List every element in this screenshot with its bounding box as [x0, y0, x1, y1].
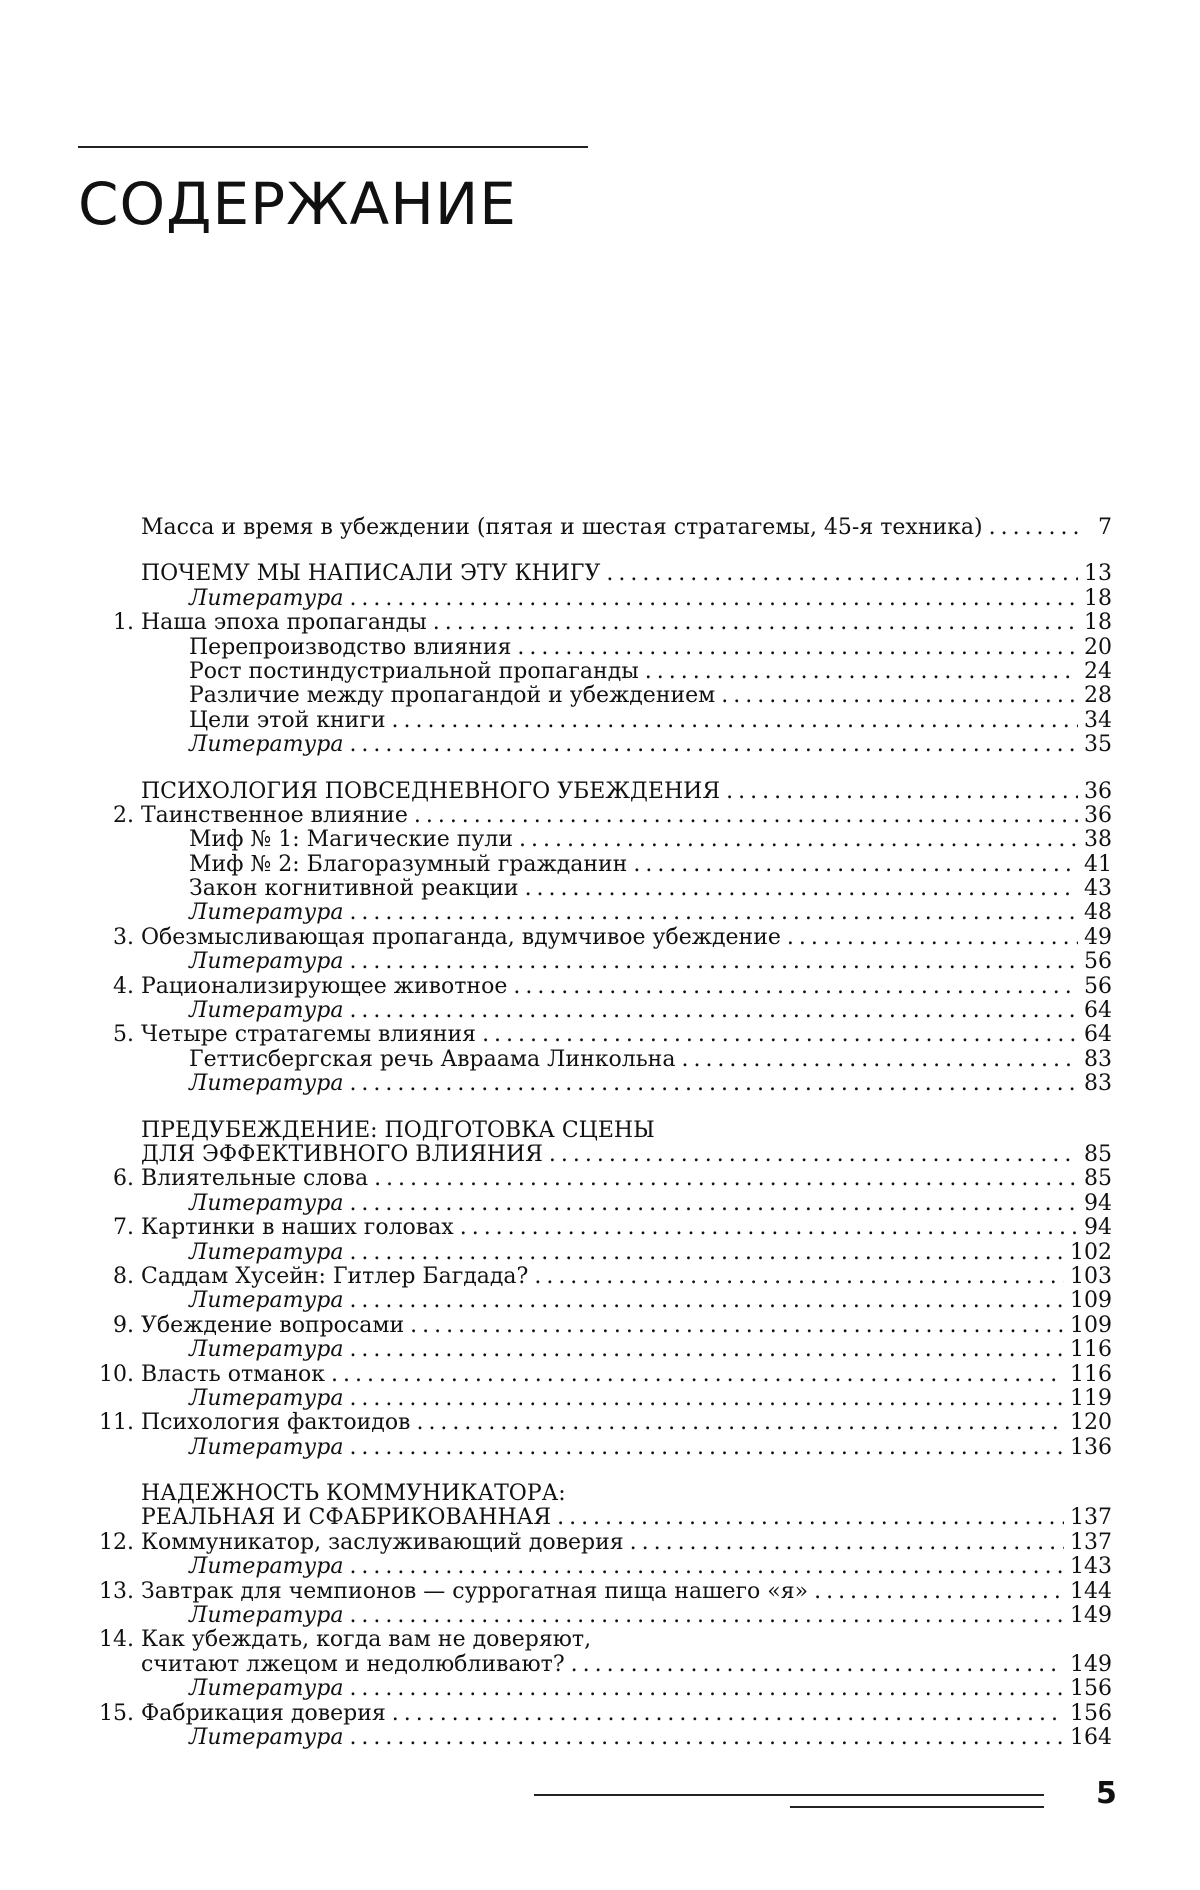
toc-entry-title: Литература: [189, 1288, 344, 1314]
toc-literature-entry: [78, 1726, 1112, 1750]
toc-page-number: 120: [1070, 1410, 1112, 1436]
toc-chapter-number: 3.: [113, 924, 134, 950]
toc-page-number: 85: [1084, 1141, 1112, 1167]
toc-entry-title: Литература: [189, 732, 344, 758]
dot-leader: [349, 1072, 1078, 1096]
dot-leader: [349, 1726, 1064, 1750]
toc-entry: [78, 660, 1112, 684]
toc-page-number: 20: [1084, 634, 1112, 660]
toc-literature-entry: [78, 733, 1112, 757]
toc-entry-title: Коммуникатор, заслуживающий доверия: [141, 1529, 624, 1555]
toc-entry: [78, 1023, 1112, 1047]
dot-leader: [517, 636, 1078, 660]
toc-entry: [78, 1216, 1112, 1240]
toc-page-number: 56: [1084, 973, 1112, 999]
toc-chapter-number: 5.: [113, 1022, 134, 1048]
toc-entry-title: Наша эпоха пропаганды: [141, 610, 427, 636]
dot-leader: [681, 1048, 1078, 1072]
toc-page-number: 41: [1084, 851, 1112, 877]
dot-leader: [416, 1411, 1064, 1435]
toc-entry: [78, 853, 1112, 877]
toc-entry-title: Цели этой книги: [189, 707, 386, 733]
dot-leader: [726, 780, 1078, 804]
dot-leader: [349, 1555, 1064, 1579]
dot-leader: [349, 1387, 1064, 1411]
toc-page-number: 64: [1084, 998, 1112, 1024]
bottom-rule: [534, 1794, 1044, 1796]
toc-page-number: 36: [1084, 778, 1112, 804]
toc-chapter-number: 11.: [99, 1410, 134, 1436]
toc-chapter-number: 7.: [113, 1215, 134, 1241]
dot-leader: [525, 877, 1078, 901]
dot-leader: [410, 1314, 1064, 1338]
toc-entry-title: Картинки в наших головах: [141, 1215, 454, 1241]
toc-entry-title: Литература: [189, 1554, 344, 1580]
toc-entry: [78, 1702, 1112, 1726]
toc-page-number: 109: [1070, 1288, 1112, 1314]
toc-literature-entry: [78, 950, 1112, 974]
section-gap: [78, 1460, 1112, 1482]
toc-literature-entry: [78, 1387, 1112, 1411]
toc-entry: [78, 975, 1112, 999]
toc-part-heading: [78, 1506, 1112, 1530]
dot-leader: [557, 1506, 1064, 1530]
toc-entry: [78, 1411, 1112, 1435]
dot-leader: [349, 1241, 1064, 1265]
toc-page-number: 116: [1070, 1361, 1112, 1387]
toc-entry-title: Власть отманок: [141, 1361, 326, 1387]
dot-leader: [645, 660, 1078, 684]
toc-entry-title: Миф № 2: Благоразумный гражданин: [189, 851, 628, 877]
dot-leader: [606, 562, 1078, 586]
toc-literature-entry: [78, 901, 1112, 925]
toc-literature-entry: [78, 1072, 1112, 1096]
toc-page-number: 34: [1084, 707, 1112, 733]
bottom-rule-short: [790, 1806, 1044, 1808]
toc-entry-title: ДЛЯ ЭФФЕКТИВНОГО ВЛИЯНИЯ: [141, 1141, 543, 1167]
dot-leader: [482, 1023, 1078, 1047]
dot-leader: [349, 950, 1078, 974]
top-rule: [78, 146, 588, 148]
toc-literature-entry: [78, 1289, 1112, 1313]
toc-page-number: 83: [1084, 1046, 1112, 1072]
toc-entry-title: Литература: [189, 1071, 344, 1097]
toc-chapter-number: 6.: [113, 1166, 134, 1192]
toc-page-number: 18: [1084, 585, 1112, 611]
toc-entry-title: Фабрикация доверия: [141, 1700, 386, 1726]
dot-leader: [349, 1436, 1064, 1460]
toc-entry-title: Как убеждать, когда вам не доверяют,: [141, 1627, 592, 1653]
toc-entry: [78, 926, 1112, 950]
toc-entry-title: Миф № 1: Магические пули: [189, 827, 514, 853]
toc-chapter-number: 14.: [99, 1627, 134, 1653]
toc-page-number: 143: [1070, 1554, 1112, 1580]
toc-entry-title: Психология фактоидов: [141, 1410, 411, 1436]
toc-entry: [78, 1048, 1112, 1072]
section-gap: [78, 758, 1112, 780]
toc-literature-entry: [78, 999, 1112, 1023]
toc-entry-title: Масса и время в убеждении (пятая и шестая стратагемы, 45-я техника): [141, 515, 983, 540]
toc-page-number: 18: [1084, 610, 1112, 636]
toc-chapter-number: 4.: [113, 973, 134, 999]
toc-entry-title: Саддам Хусейн: Гитлер Багдада?: [141, 1263, 529, 1289]
toc-entry: [78, 516, 1112, 540]
toc-entry-title: считают лжецом и недолюбливают?: [141, 1651, 565, 1677]
toc-page-number: 119: [1070, 1385, 1112, 1411]
dot-leader: [721, 684, 1078, 708]
toc-page-number: 43: [1084, 876, 1112, 902]
toc-page-number: 102: [1070, 1239, 1112, 1265]
section-gap: [78, 540, 1112, 562]
toc-page-number: 85: [1084, 1166, 1112, 1192]
section-gap: [78, 1097, 1112, 1119]
dot-leader: [331, 1363, 1064, 1387]
toc-literature-entry: [78, 1338, 1112, 1362]
toc-literature-entry: [78, 1241, 1112, 1265]
toc-page-number: 13: [1084, 561, 1112, 587]
toc-page-number: 149: [1070, 1603, 1112, 1629]
dot-leader: [349, 999, 1078, 1023]
table-of-contents: [78, 516, 1112, 1750]
toc-page-number: 38: [1084, 827, 1112, 853]
toc-entry-title: Различие между пропагандой и убеждением: [189, 683, 716, 709]
toc-entry-title: Литература: [189, 1385, 344, 1411]
toc-page-number: 94: [1084, 1190, 1112, 1216]
toc-chapter-number: 10.: [99, 1361, 134, 1387]
toc-page-number: 35: [1084, 732, 1112, 758]
toc-entry-title: НАДЕЖНОСТЬ КОММУНИКАТОРА:: [141, 1481, 566, 1507]
toc-entry: [78, 1265, 1112, 1289]
dot-leader: [549, 1143, 1078, 1167]
toc-entry-title: Закон когнитивной реакции: [189, 876, 519, 902]
dot-leader: [989, 516, 1086, 540]
dot-leader: [349, 1289, 1064, 1313]
toc-part-heading: [78, 1143, 1112, 1167]
toc-page-number: 28: [1084, 683, 1112, 709]
toc-literature-entry: [78, 1555, 1112, 1579]
toc-page-number: 164: [1070, 1724, 1112, 1750]
dot-leader: [349, 1604, 1064, 1628]
dot-leader: [392, 709, 1079, 733]
toc-entry-title: ПОЧЕМУ МЫ НАПИСАЛИ ЭТУ КНИГУ: [141, 561, 601, 587]
toc-page-number: 56: [1084, 949, 1112, 975]
dot-leader: [349, 587, 1078, 611]
toc-page-number: 94: [1084, 1215, 1112, 1241]
toc-entry: [78, 636, 1112, 660]
toc-entry-title: Рост постиндустриальной пропаганды: [189, 658, 639, 684]
toc-entry-title: Литература: [189, 585, 344, 611]
toc-entry: [78, 877, 1112, 901]
dot-leader: [433, 611, 1078, 635]
toc-entry: [78, 1167, 1112, 1191]
toc-entry-title: Таинственное влияние: [141, 802, 408, 828]
dot-leader: [349, 1677, 1064, 1701]
dot-leader: [349, 1192, 1078, 1216]
toc-heading-line: [78, 1482, 1112, 1506]
toc-page-number: 83: [1084, 1071, 1112, 1097]
toc-entry-title: Влиятельные слова: [141, 1166, 369, 1192]
toc-entry: [78, 1314, 1112, 1338]
toc-entry: [78, 1580, 1112, 1604]
toc-heading-line: [78, 1628, 1112, 1652]
dot-leader: [460, 1216, 1078, 1240]
toc-entry: [78, 1653, 1112, 1677]
toc-page-number: 156: [1070, 1676, 1112, 1702]
toc-literature-entry: [78, 587, 1112, 611]
toc-literature-entry: [78, 1677, 1112, 1701]
toc-page-number: 49: [1084, 924, 1112, 950]
toc-page-number: 156: [1070, 1700, 1112, 1726]
toc-part-heading: [78, 780, 1112, 804]
toc-page-number: 136: [1070, 1434, 1112, 1460]
toc-chapter-number: 12.: [99, 1529, 134, 1555]
toc-page-number: 103: [1070, 1263, 1112, 1289]
dot-leader: [349, 1338, 1064, 1362]
toc-page-number: 36: [1084, 802, 1112, 828]
toc-entry-title: Литература: [189, 1190, 344, 1216]
toc-entry-title: Литература: [189, 1337, 344, 1363]
dot-leader: [814, 1580, 1064, 1604]
toc-literature-entry: [78, 1192, 1112, 1216]
toc-chapter-number: 13.: [99, 1578, 134, 1604]
dot-leader: [374, 1167, 1078, 1191]
dot-leader: [630, 1531, 1064, 1555]
toc-entry: [78, 684, 1112, 708]
dot-leader: [349, 733, 1078, 757]
toc-page-number: 137: [1070, 1505, 1112, 1531]
toc-part-heading: [78, 562, 1112, 586]
toc-entry-title: ПСИХОЛОГИЯ ПОВСЕДНЕВНОГО УБЕЖДЕНИЯ: [141, 778, 721, 804]
toc-literature-entry: [78, 1604, 1112, 1628]
toc-entry-title: Литература: [189, 1434, 344, 1460]
toc-chapter-number: 1.: [113, 610, 134, 636]
toc-page-number: 7: [1098, 515, 1112, 540]
toc-entry-title: Перепроизводство влияния: [189, 634, 512, 660]
toc-chapter-number: 8.: [113, 1263, 134, 1289]
toc-entry-title: Обезмысливающая пропаганда, вдумчивое убеждение: [141, 924, 781, 950]
toc-page-number: 109: [1070, 1312, 1112, 1338]
toc-literature-entry: [78, 1436, 1112, 1460]
toc-page-number: 137: [1070, 1529, 1112, 1555]
dot-leader: [633, 853, 1078, 877]
toc-entry-title: Литература: [189, 998, 344, 1024]
toc-page-number: 64: [1084, 1022, 1112, 1048]
toc-entry-title: Литература: [189, 1676, 344, 1702]
toc-page-number: 144: [1070, 1578, 1112, 1604]
toc-entry: [78, 611, 1112, 635]
toc-entry-title: Литература: [189, 949, 344, 975]
toc-entry: [78, 1531, 1112, 1555]
dot-leader: [571, 1653, 1064, 1677]
page-number: 5: [1096, 1776, 1117, 1811]
toc-entry: [78, 804, 1112, 828]
toc-entry-title: Рационализирующее животное: [141, 973, 508, 999]
toc-entry-title: Литература: [189, 900, 344, 926]
toc-entry-title: Убеждение вопросами: [141, 1312, 405, 1338]
toc-entry-title: Литература: [189, 1724, 344, 1750]
toc-entry-title: Завтрак для чемпионов — суррогатная пища нашего «я»: [141, 1578, 809, 1604]
toc-page-number: 24: [1084, 658, 1112, 684]
toc-entry-title: Четыре стратагемы влияния: [141, 1022, 477, 1048]
toc-entry: [78, 828, 1112, 852]
dot-leader: [787, 926, 1078, 950]
toc-page-number: 149: [1070, 1651, 1112, 1677]
dot-leader: [534, 1265, 1064, 1289]
dot-leader: [519, 828, 1078, 852]
toc-entry: [78, 709, 1112, 733]
toc-entry: [78, 1363, 1112, 1387]
toc-entry-title: РЕАЛЬНАЯ И СФАБРИКОВАННАЯ: [141, 1505, 552, 1531]
toc-entry-title: ПРЕДУБЕЖДЕНИЕ: ПОДГОТОВКА СЦЕНЫ: [141, 1117, 655, 1143]
dot-leader: [392, 1702, 1064, 1726]
toc-entry-title: Литература: [189, 1239, 344, 1265]
toc-entry-title: Геттисбергская речь Авраама Линкольна: [189, 1046, 676, 1072]
toc-page-number: 116: [1070, 1337, 1112, 1363]
dot-leader: [513, 975, 1078, 999]
toc-page-number: 48: [1084, 900, 1112, 926]
toc-chapter-number: 9.: [113, 1312, 134, 1338]
toc-chapter-number: 15.: [99, 1700, 134, 1726]
toc-chapter-number: 2.: [113, 802, 134, 828]
page-title: СОДЕРЖАНИЕ: [78, 170, 517, 238]
toc-heading-line: [78, 1119, 1112, 1143]
dot-leader: [414, 804, 1078, 828]
dot-leader: [349, 901, 1078, 925]
toc-entry-title: Литература: [189, 1603, 344, 1629]
